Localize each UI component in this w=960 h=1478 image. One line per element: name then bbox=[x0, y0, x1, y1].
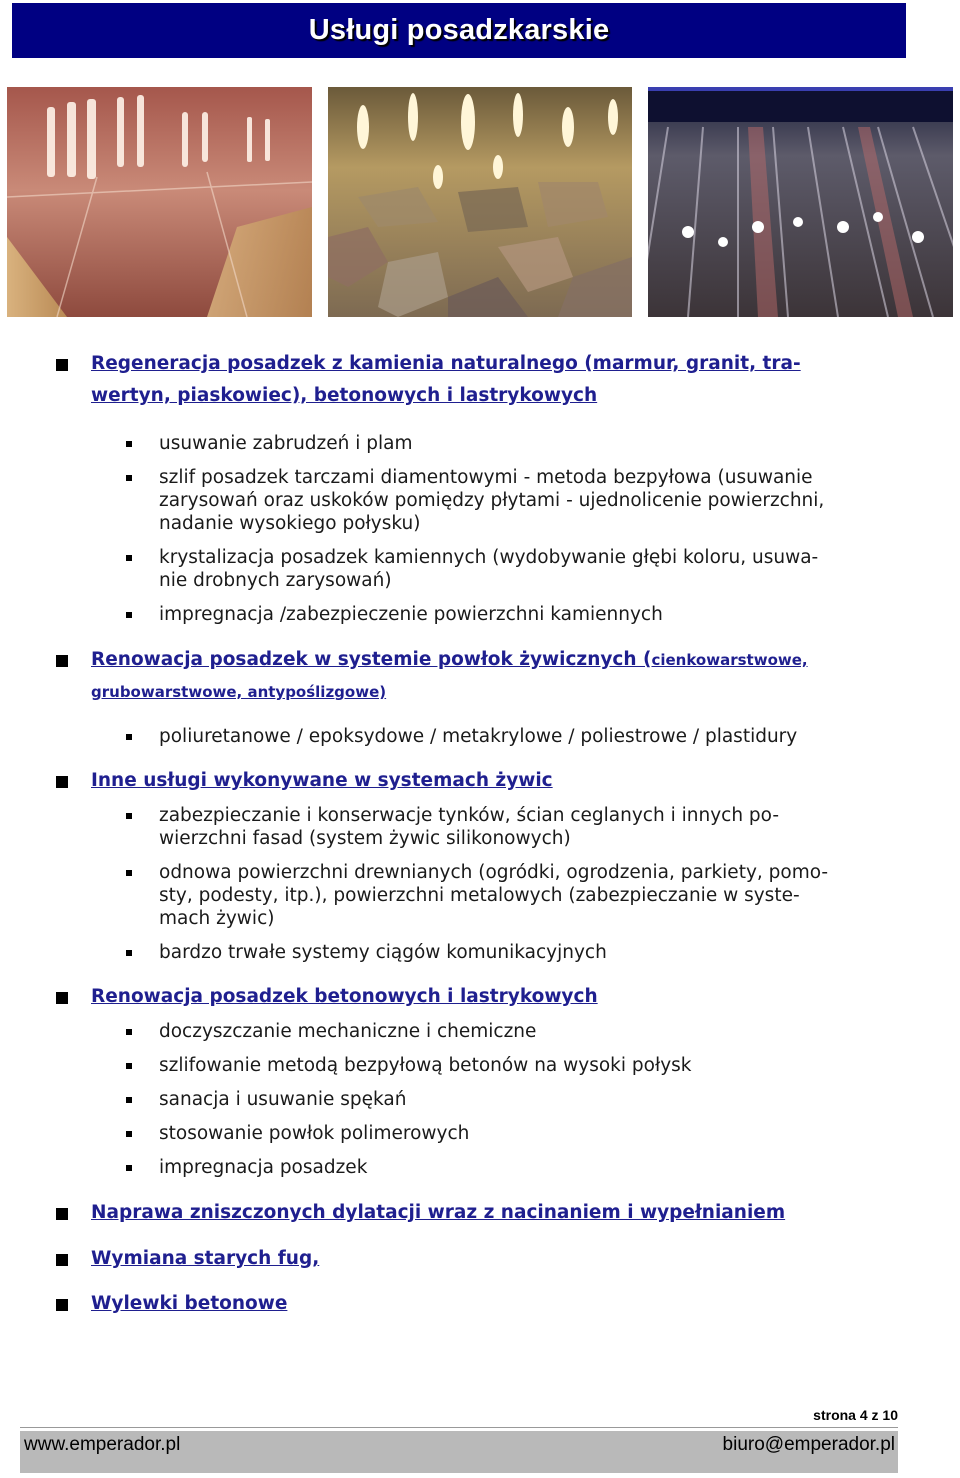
stone-mosaic-floor-photo bbox=[328, 87, 632, 317]
square-bullet-icon bbox=[56, 359, 68, 371]
heading-line: Regeneracja posadzek z kamienia naturalnego (marmur, granit, tra- bbox=[91, 353, 801, 374]
small-square-bullet-icon bbox=[126, 813, 132, 819]
email-link[interactable]: biuro@emperador.pl bbox=[722, 1434, 895, 1455]
heading-line: wertyn, piaskowiec), betonowych i lastrykowych bbox=[91, 385, 598, 406]
footer-divider bbox=[20, 1427, 898, 1428]
small-square-bullet-icon bbox=[126, 950, 132, 956]
small-square-bullet-icon bbox=[126, 475, 132, 481]
square-bullet-icon bbox=[56, 655, 68, 667]
square-bullet-icon bbox=[56, 776, 68, 788]
square-bullet-icon bbox=[56, 1208, 68, 1220]
small-square-bullet-icon bbox=[126, 441, 132, 447]
small-square-bullet-icon bbox=[126, 1165, 132, 1171]
marble-strip-floor-photo bbox=[648, 87, 953, 317]
small-square-bullet-icon bbox=[126, 612, 132, 618]
page-title: Usługi posadzkarskie bbox=[308, 14, 610, 46]
marble-floor-photo bbox=[7, 87, 312, 317]
small-square-bullet-icon bbox=[126, 1029, 132, 1035]
page-number: strona 4 z 10 bbox=[813, 1407, 898, 1423]
small-square-bullet-icon bbox=[126, 1131, 132, 1137]
square-bullet-icon bbox=[56, 1254, 68, 1266]
small-square-bullet-icon bbox=[126, 555, 132, 561]
small-square-bullet-icon bbox=[126, 870, 132, 876]
small-square-bullet-icon bbox=[126, 734, 132, 740]
small-square-bullet-icon bbox=[126, 1063, 132, 1069]
title-bar bbox=[12, 3, 906, 58]
footer-bar bbox=[20, 1431, 898, 1473]
square-bullet-icon bbox=[56, 992, 68, 1004]
small-square-bullet-icon bbox=[126, 1097, 132, 1103]
website-link[interactable]: www.emperador.pl bbox=[24, 1434, 181, 1455]
square-bullet-icon bbox=[56, 1299, 68, 1311]
